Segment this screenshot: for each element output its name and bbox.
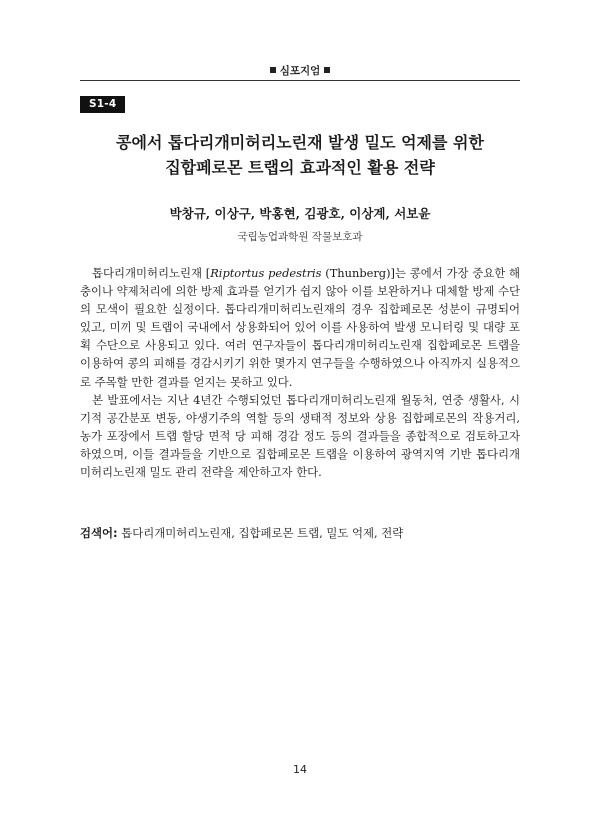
abstract-paragraph-2: 본 발표에서는 지난 4년간 수행되었던 톱다리개미허리노린재 월동처, 연중 생활사, 시기적 공간분포 변동, 야생기주의 역할 등의 생태적 정보와 상용 집합페로몬의 작용거리, 농가 포장에서 트랩 할당 면적 당 피해 경감 정도 등의 결과들을 종합적으로 검토하고자 하였으며, 이들 결과들을 기반으로 집합페로몬 트랩을 이용하여 광역지역 기반 톱다리개미허리노린재 밀도 관리 전략을 제안하고자 한다. — [80, 392, 520, 480]
running-header — [80, 63, 520, 78]
title-line-1: 콩에서 톱다리개미허리노린재 발생 밀도 억제를 위한 — [116, 133, 484, 152]
header-label: 심포지엄 — [279, 65, 321, 77]
affiliation: 국립농업과학원 작물보호과 — [237, 231, 363, 243]
keywords — [80, 524, 520, 542]
session-badge: S1-4 — [80, 96, 125, 113]
page-number: 14 — [293, 763, 307, 776]
abstract-paragraph-1: 톱다리개미허리노린재 [Riptortus pedestris (Thunberg)]는 콩에서 가장 중요한 해충이나 약제처리에 의한 방제 효과를 얻기가 쉽지 않아 이를 보완하거나 대체할 방제 수단의 모색이 필요한 실정이다. 톱다리개미허리노린재의 경우 집합페로몬 성분이 규명되어 있고, 미끼 및 트랩이 국내에서 상용화되어 있어 이를 사용하여 발생 모니터링 및 대량 포획 수단으로 사용되고 있다. 여러 연구자들이 톱다리개미허리노린재 집합페로몬 트랩을 이용하여 콩의 피해를 경감시키기 위한 몇가지 연구들을 수행하였으나 아직까지 실용적으로 주목할 만한 결과를 얻지는 못하고 있다. — [80, 266, 520, 389]
title-line-2: 집합페로몬 트랩의 효과적인 활용 전략 — [165, 158, 435, 177]
abstract-body — [80, 264, 520, 481]
author-list: 박창규, 이상구, 박홍현, 김광호, 이상계, 서보윤 — [169, 206, 431, 221]
header-divider — [80, 80, 520, 81]
square-bullet-icon — [324, 67, 330, 73]
species-name: Riptortus pedestris — [210, 266, 322, 280]
keywords-text: 톱다리개미허리노린재, 집합페로몬 트랩, 밀도 억제, 전략 — [121, 526, 404, 540]
keywords-label: 검색어: — [80, 526, 118, 540]
square-bullet-icon — [270, 67, 276, 73]
paper-title — [80, 130, 520, 180]
